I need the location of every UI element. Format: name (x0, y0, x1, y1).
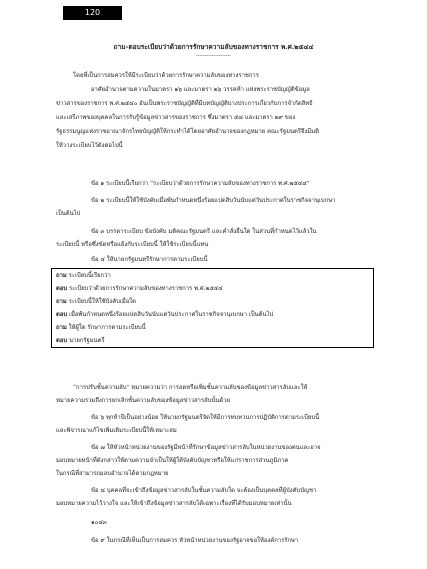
qa-text: ระเบียบนี้เรียกว่า (68, 273, 111, 279)
preamble-line: โดยที่เป็นการสมควรให้มีระเบียบว่าด้วยการรักษาความลับของทางราชการ (73, 73, 259, 79)
clause-1: ข้อ ๑ ระเบียบนี้เรียกว่า “ระเบียบว่าด้วยการรักษาความลับของทางราชการ พ.ศ.๒๕๔๔” (91, 181, 310, 187)
clause-2-cont: เป็นต้นไป (56, 211, 81, 217)
qa-text: เมื่อพ้นกำหนดหนึ่งร้อยแปดสิบวันนับแต่วันประกาศในราชกิจจานุเบกษา เป็นต้นไป (68, 312, 274, 318)
body-line: และพิจารณาแก้ไขเพิ่มเติมระเบียบนี้ให้เหมาะสม (56, 428, 177, 434)
body-line: ข้อ ๙ ในกรณีที่เห็นเป็นการสมควร หัวหน้าหน่วยงานของรัฐอาจขอให้องค์การรักษา (91, 538, 299, 544)
clause-2: ข้อ ๒ ระเบียบนี้ให้ใช้บังคับเมื่อพ้นกำหนดหนึ่งร้อยแปดสิบวันนับแต่วันประกาศในราชกิจจานุเบกษา (91, 198, 336, 204)
qa-row (56, 337, 105, 345)
body-line: หมายความรวมถึงการยกเลิกชั้นความลับของข้อมูลข่าวสารลับนั้นด้วย (56, 398, 231, 404)
qa-label: ถาม (56, 324, 67, 331)
body-line: ข้อ ๗ ให้หัวหน้าหน่วยงานของรัฐมีหน้าที่รักษาข้อมูลข่าวสารลับในหน่วยงานของตนและอาจ (91, 445, 321, 451)
body-line: ข้อ ๘ บุคคลที่จะเข้าถึงข้อมูลข่าวสารลับในชั้นความลับใด จะต้องเป็นบุคคลที่ผู้บังคับบัญชา (91, 488, 317, 494)
preamble-line: ข่าวสารของราชการ พ.ศ.๒๕๔๐ อันเป็นพระราชบัญญัติที่มีบทบัญญัติบางประการเกี่ยวกับการจำกัดสิทธิ (56, 101, 313, 107)
qa-label: ตอบ (56, 337, 68, 344)
body-line: “การปรับชั้นความลับ” หมายความว่า การลดหรือเพิ่มชั้นความลับของข้อมูลข่าวสารลับและให้ (73, 385, 308, 391)
body-line: ในกรณีที่สามารถมอบอำนาจได้ตามกฎหมาย (56, 471, 169, 477)
qa-row (56, 285, 223, 293)
qa-label: ตอบ (56, 311, 68, 318)
qa-text: ให้ผู้ใด รักษาการตามระเบียบนี้ (68, 325, 146, 331)
qa-row (56, 311, 273, 319)
title-divider: -------------------- (195, 53, 232, 59)
document-title: ถาม-ตอบระเบียบว่าด้วยการรักษาความลับของทางราชการ พ.ศ.๒๕๔๔ (113, 43, 314, 51)
preamble-line: อาศัยอำนาจตามความในมาตรา ๑๖ และมาตรา ๒๖ วรรคห้า แห่งพระราชบัญญัติข้อมูล (91, 87, 310, 93)
page-number-badge: 120 (63, 6, 122, 20)
qa-label: ตอบ (56, 285, 68, 292)
body-line: มอบหมายหน้าที่ดังกล่าวให้ตามความจำเป็นให้ผู้ใต้บังคับบัญชาหรือให้แก่ราชการส่วนภูมิภาค (56, 458, 289, 464)
qa-text: ระเบียบว่าด้วยการรักษาความลับของทางราชการ พ.ศ.๒๕๔๔ (68, 286, 223, 292)
clause-3: ข้อ ๓ บรรดาระเบียบ ข้อบังคับ มติคณะรัฐมนตรี และคำสั่งอื่นใด ในส่วนที่กำหนดไว้แล้วใน (91, 229, 317, 235)
qa-box (51, 268, 374, 348)
clause-3-cont: ระเบียบนี้ หรือซึ่งขัดหรือแย้งกับระเบียบนี้ ให้ใช้ระเบียบนี้แทน (56, 242, 209, 248)
qa-label: ถาม (56, 298, 67, 305)
qa-text: นายกรัฐมนตรี (68, 338, 105, 344)
preamble-line: และเสรีภาพของบุคคลในการรับรู้ข้อมูลข่าวสารของราชการ ซึ่งมาตรา ๕๘ และมาตรา ๒๙ ของ (56, 115, 296, 121)
preamble-line: รัฐธรรมนูญแห่งราชอาณาจักรไทยบัญญัติให้กระทำได้โดยอาศัยอำนาจของกฎหมาย คณะรัฐมนตรีจึงมีมติ (56, 129, 319, 135)
qa-text: ระเบียบนี้ให้ใช้บังคับเมื่อใด (68, 299, 137, 305)
qa-label: ถาม (56, 272, 67, 279)
body-line: มอบหมายความไว้วางใจ และให้เข้าถึงข้อมูลข่าวสารลับได้เฉพาะเรื่องที่ได้รับมอบหมายเท่านั้น (56, 501, 292, 507)
clause-4: ข้อ ๔ ให้นายกรัฐมนตรีรักษาการตามระเบียบนี้ (91, 257, 208, 263)
qa-row (56, 298, 136, 306)
page-footnote-number: ๑๐๔๓ (91, 520, 107, 526)
body-line: ข้อ ๖ ทุกห้าปีเป็นอย่างน้อย ให้นายกรัฐมนตรีจัดให้มีการทบทวนการปฏิบัติการตามระเบียบนี้ (91, 415, 320, 421)
qa-row (56, 324, 146, 332)
qa-row (56, 272, 111, 280)
preamble-line: ให้วางระเบียบไว้ดังต่อไปนี้ (56, 143, 123, 149)
